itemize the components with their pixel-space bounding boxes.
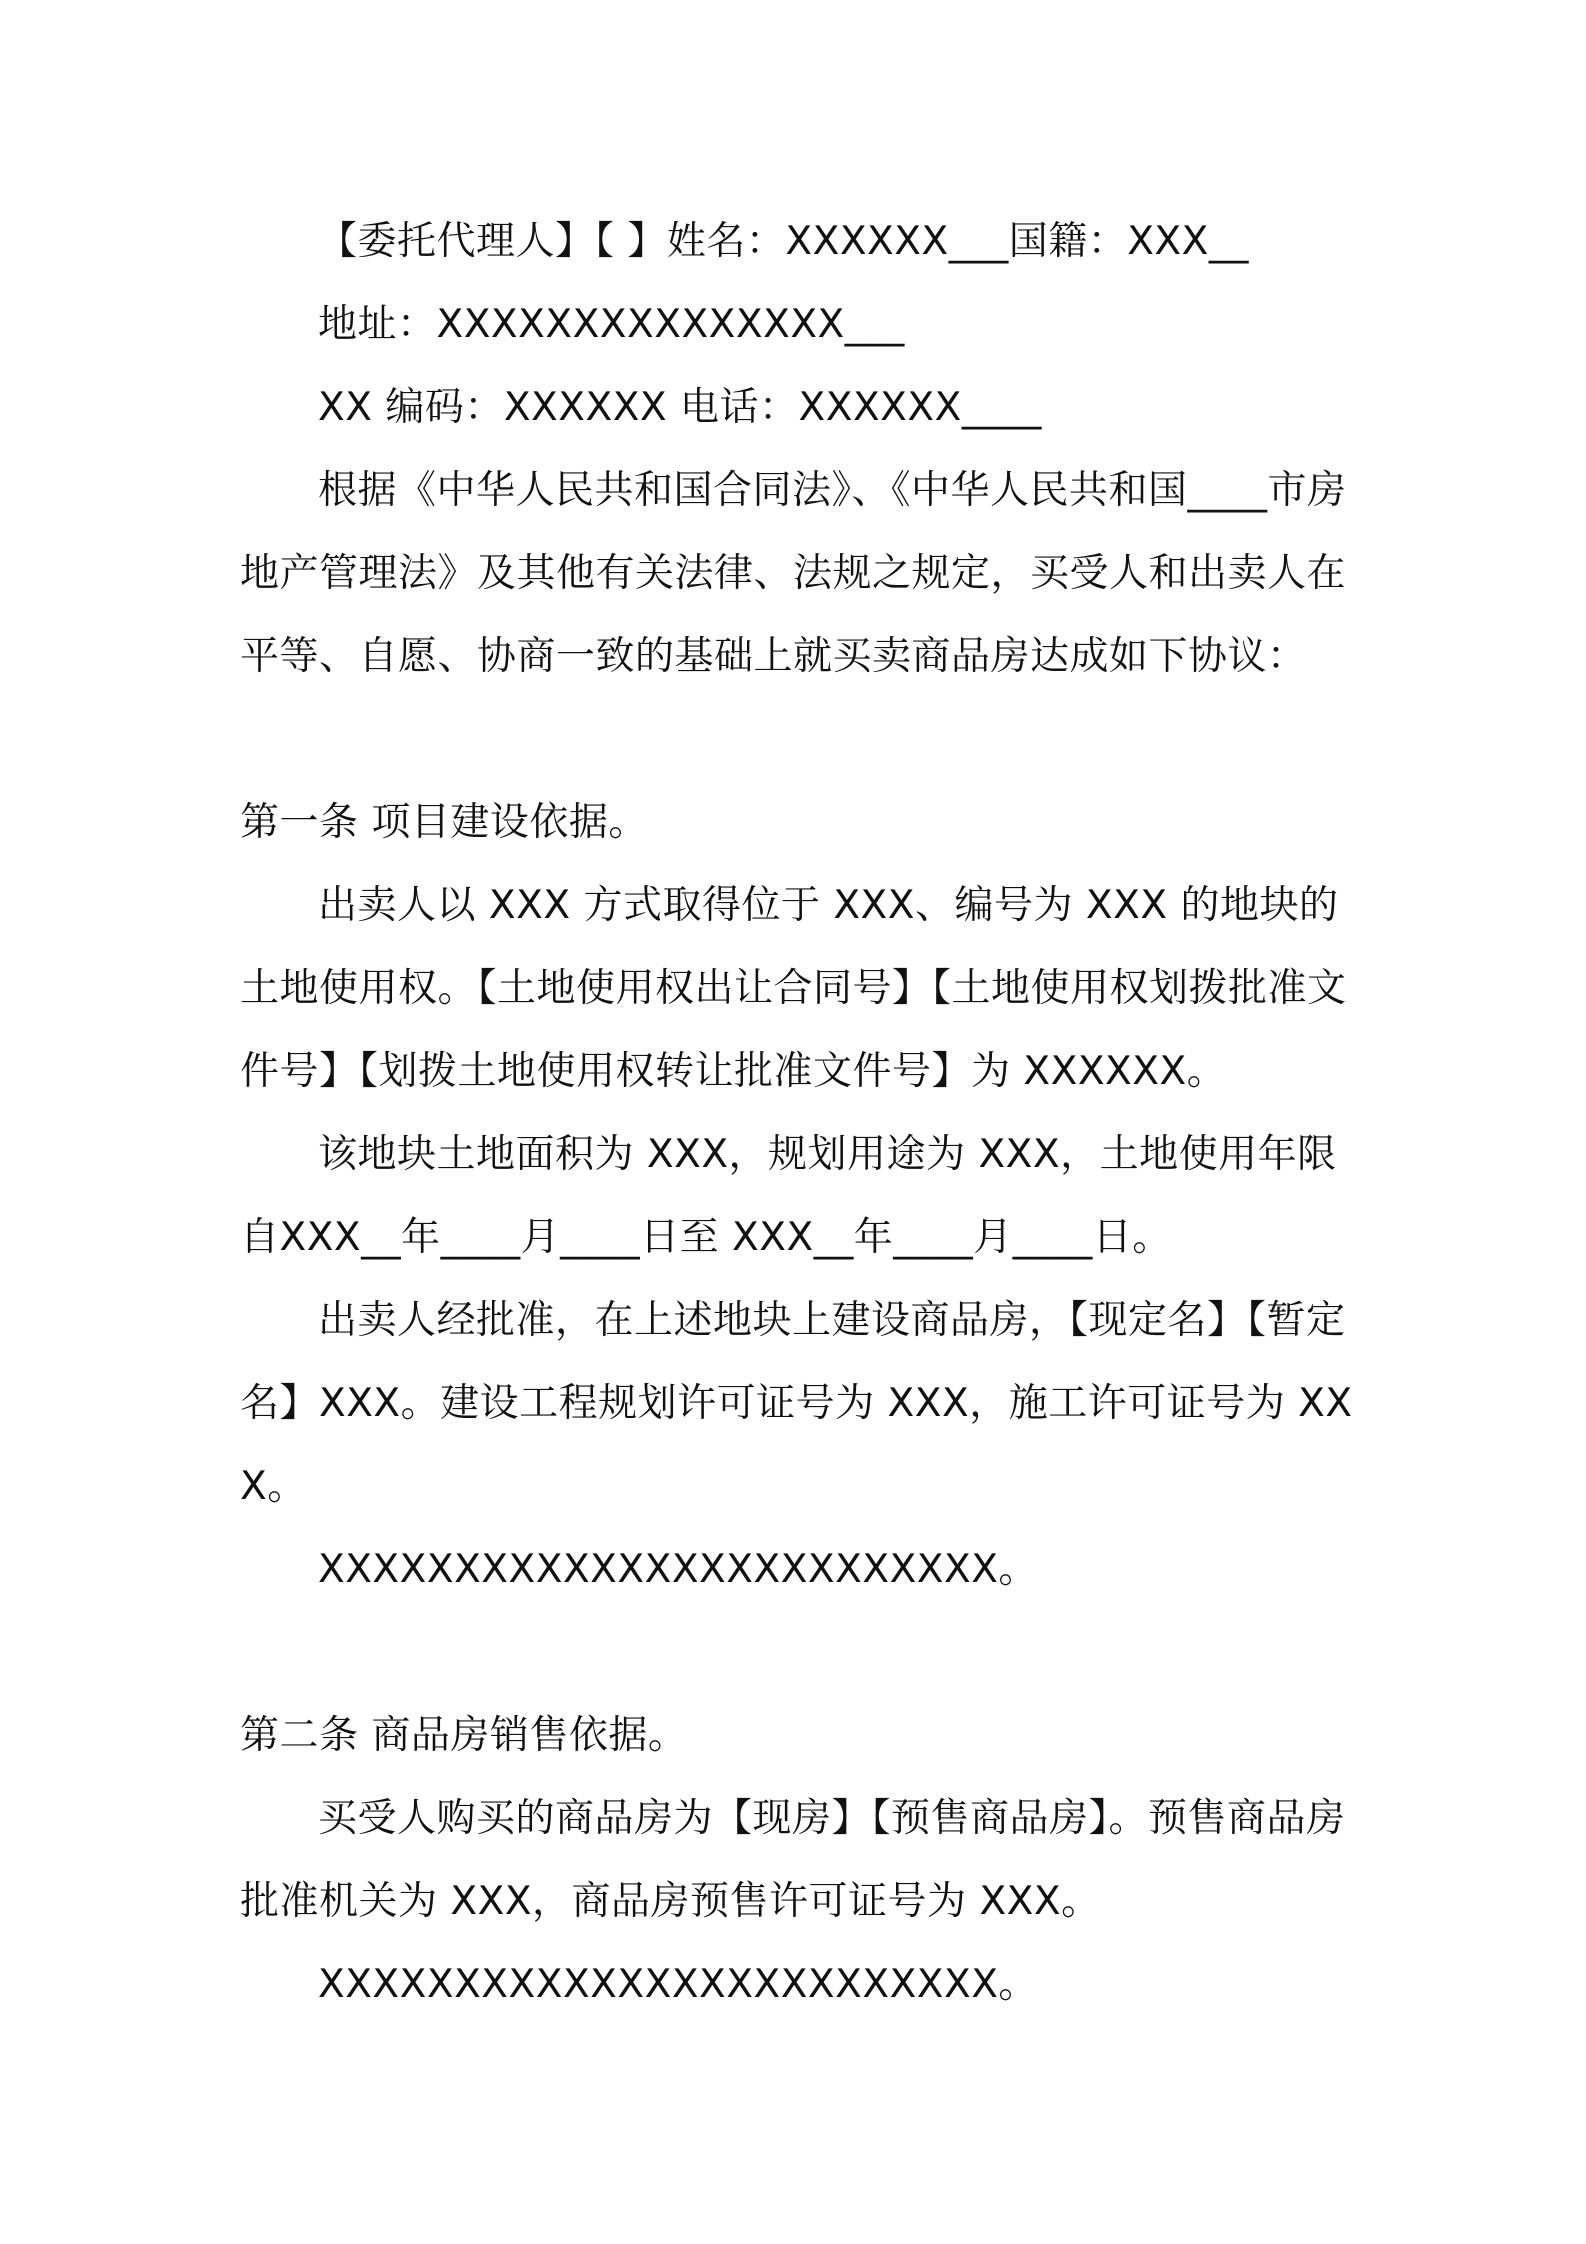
article-1-heading: 第一条 项目建设依据。 <box>240 800 648 845</box>
address-line: 地址：XXXXXXXXXXXXXXX___ <box>318 302 905 347</box>
article-2-paragraph-1: 买受人购买的商品房为【现房】【预售商品房】。预售商品房批准机关为 XXX，商品房预售许可证号为 XXX。 <box>240 1796 1346 1924</box>
document-body <box>240 200 1360 2026</box>
preamble-paragraph: 根据《中华人民共和国合同法》、《中华人民共和国____市房地产管理法》及其他有关法律、法规之规定，买受人和出卖人在平等、自愿、协商一致的基础上就买卖商品房达成如下协议： <box>240 468 1347 679</box>
section-gap <box>240 1611 1360 1694</box>
article-1-paragraph-1: 出卖人以 XXX 方式取得位于 XXX、编号为 XXX 的地块的土地使用权。【土地使用权出让合同号】【土地使用权划拨批准文件号】【划拨土地使用权转让批准文件号】为 XXXXXX。 <box>240 883 1347 1094</box>
section-gap <box>240 698 1360 781</box>
article-1-paragraph-2: 该地块土地面积为 XXX，规划用途为 XXX，土地使用年限自XXX__年____月____日至 XXX__年____月____日。 <box>240 1132 1337 1260</box>
article-2-heading: 第二条 商品房销售依据。 <box>240 1713 688 1758</box>
agent-line: 【委托代理人】【 】姓名：XXXXXX___国籍：XXX__ <box>318 219 1249 264</box>
article-1-paragraph-4: XXXXXXXXXXXXXXXXXXXXXXXXX。 <box>318 1547 1038 1592</box>
article-2-paragraph-2: XXXXXXXXXXXXXXXXXXXXXXXXX。 <box>318 1962 1038 2007</box>
article-1-paragraph-3: 出卖人经批准，在上述地块上建设商品房，【现定名】【暂定名】XXX。建设工程规划许可证号为 XXX，施工许可证号为 XXX。 <box>240 1298 1353 1509</box>
postcode-phone-line: XX 编码：XXXXXX 电话：XXXXXX____ <box>318 385 1042 430</box>
